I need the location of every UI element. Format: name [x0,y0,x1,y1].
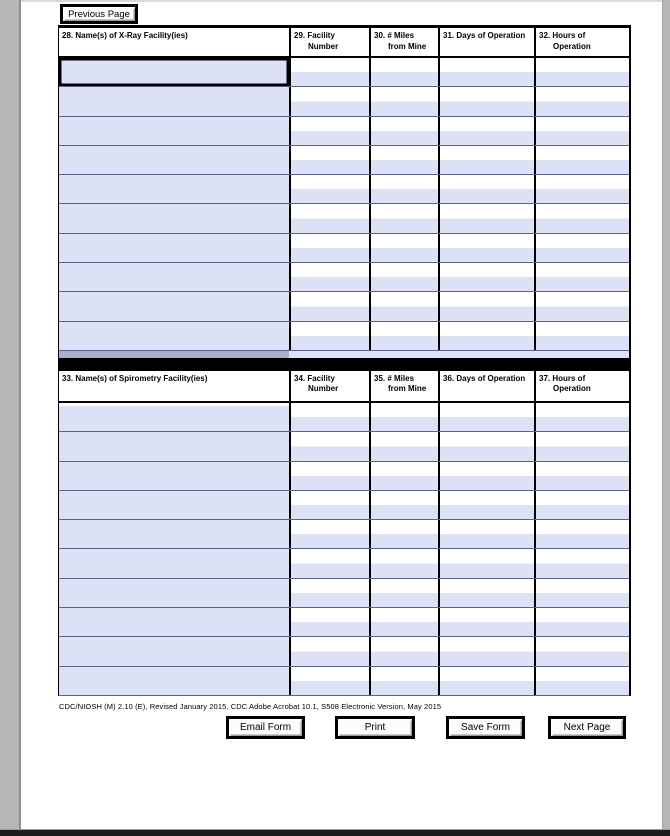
xray-name-field[interactable] [59,146,289,174]
spirometry-row [59,432,629,461]
spirometry-days-of-operation-field[interactable] [438,667,534,695]
facilities-form-table [58,25,631,696]
spirometry-days-of-operation-field[interactable] [438,637,534,665]
spirometry-row [59,608,629,637]
xray-name-field[interactable] [59,87,289,115]
xray-row [59,263,629,292]
spirometry-miles-from-mine-field[interactable] [369,637,438,665]
spirometry-hours-of-operation-field[interactable] [534,462,629,490]
spirometry-days-of-operation-field[interactable] [438,579,534,607]
spirometry-facility-number-field[interactable] [289,462,369,490]
xray-hours-of-operation-field[interactable] [534,87,629,115]
strip-fill [534,351,629,358]
spirometry-facility-number-field[interactable] [289,608,369,636]
column-header-34 [289,371,369,401]
xray-miles-from-mine-field[interactable] [369,322,438,350]
save-form-button[interactable]: Save Form [446,716,525,739]
spirometry-hours-of-operation-field[interactable] [534,549,629,577]
xray-days-of-operation-field[interactable] [438,263,534,291]
spirometry-facility-number-field[interactable] [289,667,369,695]
spirometry-days-of-operation-field[interactable] [438,432,534,460]
xray-days-of-operation-field[interactable] [438,292,534,320]
column-header-35-line2: from Mine [388,384,427,394]
column-header-28 [59,28,289,56]
spirometry-row [59,403,629,432]
xray-row [59,146,629,175]
spirometry-name-field[interactable] [59,491,289,519]
column-header-32-line2: Operation [553,41,591,51]
column-header-29-line2: Number [308,41,339,51]
spirometry-facility-number-field[interactable] [289,637,369,665]
spirometry-facility-number-field[interactable] [289,520,369,548]
strip-fill [369,351,438,358]
spirometry-row [59,520,629,549]
spirometry-hours-of-operation-field[interactable] [534,520,629,548]
spirometry-hours-of-operation-field[interactable] [534,579,629,607]
xray-facility-number-field[interactable] [289,175,369,203]
xray-name-field[interactable] [59,292,289,320]
column-header-34-line1: 34. Facility [294,373,335,383]
spirometry-miles-from-mine-field[interactable] [369,667,438,695]
spirometry-hours-of-operation-field[interactable] [534,667,629,695]
spirometry-facility-number-field[interactable] [289,579,369,607]
xray-row [59,87,629,116]
xray-hours-of-operation-field[interactable] [534,58,629,86]
xray-facility-number-field[interactable] [289,263,369,291]
xray-miles-from-mine-field[interactable] [369,204,438,232]
column-header-29 [289,28,369,56]
spirometry-facility-number-field[interactable] [289,432,369,460]
xray-name-field[interactable] [59,58,289,86]
spirometry-miles-from-mine-field[interactable] [369,549,438,577]
xray-miles-from-mine-field[interactable] [369,175,438,203]
xray-name-field[interactable] [59,204,289,232]
xray-list-scroll-strip [59,351,629,358]
xray-hours-of-operation-field[interactable] [534,263,629,291]
xray-facilities-table [58,25,631,358]
xray-row [59,292,629,321]
column-header-33-label: 33. Name(s) of Spirometry Facility(ies) [62,373,208,383]
xray-hours-of-operation-field[interactable] [534,204,629,232]
spirometry-facility-number-field[interactable] [289,403,369,431]
spirometry-row [59,462,629,491]
xray-facility-number-field[interactable] [289,117,369,145]
spirometry-name-field[interactable] [59,608,289,636]
viewer-right-gutter [662,0,670,830]
xray-days-of-operation-field[interactable] [438,175,534,203]
spirometry-days-of-operation-field[interactable] [438,403,534,431]
spirometry-days-of-operation-field[interactable] [438,608,534,636]
xray-miles-from-mine-field[interactable] [369,87,438,115]
xray-hours-of-operation-field[interactable] [534,117,629,145]
column-header-37 [534,371,629,401]
spirometry-row [59,491,629,520]
column-header-34-line2: Number [308,384,339,394]
next-page-button[interactable]: Next Page [548,716,626,739]
xray-miles-from-mine-field[interactable] [369,263,438,291]
spirometry-days-of-operation-field[interactable] [438,520,534,548]
spirometry-name-field[interactable] [59,520,289,548]
column-header-30-line1: 30. # Miles [374,31,415,40]
xray-name-field[interactable] [59,234,289,262]
section-divider-bar [58,358,631,371]
viewer-bottom-gutter [0,829,670,836]
xray-facility-number-field[interactable] [289,292,369,320]
spirometry-hours-of-operation-field[interactable] [534,637,629,665]
spirometry-row [59,549,629,578]
column-header-37-line2: Operation [553,384,591,394]
spirometry-facility-number-field[interactable] [289,549,369,577]
xray-facility-number-field[interactable] [289,87,369,115]
xray-miles-from-mine-field[interactable] [369,58,438,86]
xray-miles-from-mine-field[interactable] [369,292,438,320]
xray-days-of-operation-field[interactable] [438,234,534,262]
xray-facility-number-field[interactable] [289,146,369,174]
spirometry-hours-of-operation-field[interactable] [534,608,629,636]
spirometry-miles-from-mine-field[interactable] [369,403,438,431]
viewer-left-gutter [0,0,21,830]
xray-hours-of-operation-field[interactable] [534,146,629,174]
xray-days-of-operation-field[interactable] [438,322,534,350]
xray-row [59,175,629,204]
spirometry-hours-of-operation-field[interactable] [534,491,629,519]
xray-name-field[interactable] [59,175,289,203]
xray-row [59,322,629,351]
spirometry-miles-from-mine-field[interactable] [369,608,438,636]
column-header-30 [369,28,438,56]
spirometry-miles-from-mine-field[interactable] [369,432,438,460]
xray-facility-number-field[interactable] [289,58,369,86]
column-header-32-line1: 32. Hours of [539,31,586,40]
strip-fill [438,351,534,358]
xray-name-field[interactable] [59,263,289,291]
xray-days-of-operation-field[interactable] [438,87,534,115]
column-header-32 [534,28,629,56]
xray-hours-of-operation-field[interactable] [534,175,629,203]
spirometry-name-field[interactable] [59,462,289,490]
column-header-29-line1: 29. Facility [294,31,335,40]
spirometry-hours-of-operation-field[interactable] [534,432,629,460]
xray-facility-number-field[interactable] [289,204,369,232]
column-header-35 [369,371,438,401]
spirometry-days-of-operation-field[interactable] [438,549,534,577]
column-header-37-line1: 37. Hours of [539,373,586,383]
previous-page-button[interactable]: Previous Page [60,4,138,24]
column-header-33 [59,371,289,401]
xray-row [59,234,629,263]
spirometry-facilities-table [58,371,631,696]
xray-days-of-operation-field[interactable] [438,117,534,145]
column-header-36-label: 36. Days of Operation [443,373,526,383]
xray-row [59,58,629,87]
spirometry-miles-from-mine-field[interactable] [369,462,438,490]
spirometry-name-field[interactable] [59,579,289,607]
xray-hours-of-operation-field[interactable] [534,322,629,350]
xray-facility-number-field[interactable] [289,322,369,350]
xray-days-of-operation-field[interactable] [438,58,534,86]
xray-miles-from-mine-field[interactable] [369,234,438,262]
spirometry-name-field[interactable] [59,637,289,665]
column-header-36 [438,371,534,401]
xray-hours-of-operation-field[interactable] [534,234,629,262]
spirometry-row [59,667,629,696]
spirometry-hours-of-operation-field[interactable] [534,403,629,431]
email-form-button[interactable]: Email Form [226,716,305,739]
xray-row [59,204,629,233]
xray-name-field[interactable] [59,117,289,145]
xray-name-field[interactable] [59,322,289,350]
spirometry-miles-from-mine-field[interactable] [369,579,438,607]
spirometry-miles-from-mine-field[interactable] [369,520,438,548]
page-top-edge [0,0,670,2]
spirometry-days-of-operation-field[interactable] [438,491,534,519]
spirometry-name-field[interactable] [59,667,289,695]
column-header-35-line1: 35. # Miles [374,373,415,383]
column-header-31-label: 31. Days of Operation [443,31,526,40]
xray-facility-number-field[interactable] [289,234,369,262]
spirometry-miles-from-mine-field[interactable] [369,491,438,519]
spirometry-row [59,637,629,666]
spirometry-name-field[interactable] [59,549,289,577]
spirometry-name-field[interactable] [59,432,289,460]
xray-days-of-operation-field[interactable] [438,146,534,174]
xray-header-row [59,25,629,58]
xray-hours-of-operation-field[interactable] [534,292,629,320]
spirometry-header-row [59,371,629,403]
spirometry-facility-number-field[interactable] [289,491,369,519]
form-version-note: CDC/NIOSH (M) 2.10 (E), Revised January 2015, CDC Adobe Acrobat 10.1, S508 Electronic Version, May 2015 [59,702,442,711]
spirometry-row [59,579,629,608]
spirometry-name-field[interactable] [59,403,289,431]
column-header-28-label: 28. Name(s) of X-Ray Facility(ies) [62,31,188,40]
print-button[interactable]: Print [335,716,415,739]
xray-row [59,117,629,146]
xray-miles-from-mine-field[interactable] [369,117,438,145]
xray-miles-from-mine-field[interactable] [369,146,438,174]
xray-scroll-strip-segment [59,351,289,358]
xray-days-of-operation-field[interactable] [438,204,534,232]
strip-fill [289,351,369,358]
column-header-31 [438,28,534,56]
spirometry-days-of-operation-field[interactable] [438,462,534,490]
column-header-30-line2: from Mine [388,41,427,51]
